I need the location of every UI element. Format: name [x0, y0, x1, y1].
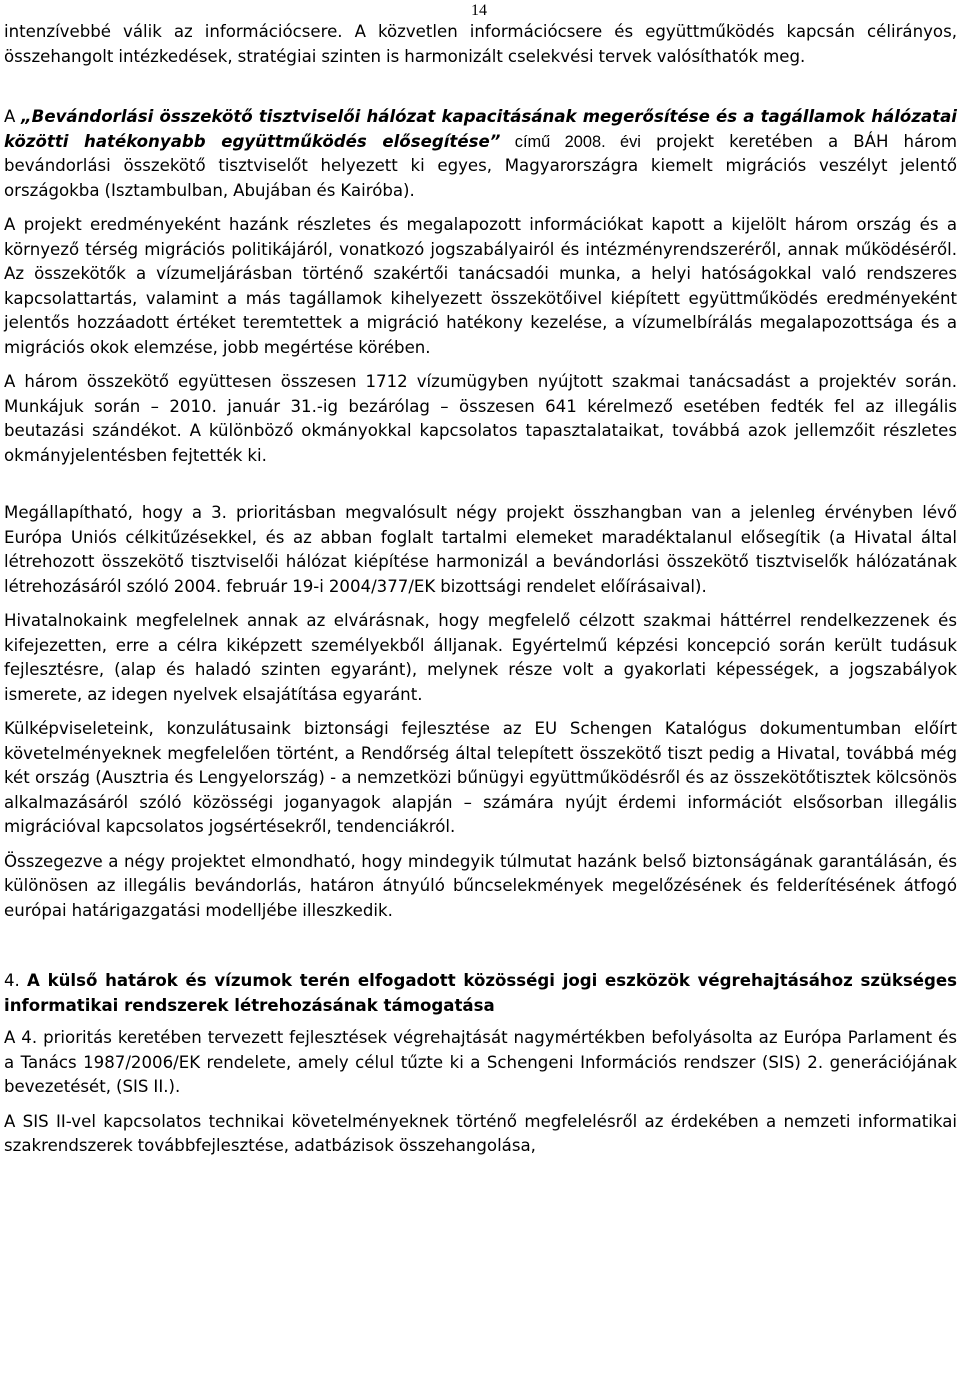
project-year: című 2008. évi — [500, 132, 641, 151]
paragraph-liaison-statistics: A három összekötő együttesen összesen 1712 vízumügyben nyújtott szakmai tanácsadást a projektév során. Munkájuk során – 2010. január 31.-ig bezárólag – összesen 641 kérelmező esetében fedték fel az illegális beutazási szándékot. A különböző okmányokkal kapcsolatos tapasztalataikat, továbbá azok jellemzőit részletes okmányjelentésben fejtették ki. — [4, 372, 957, 465]
paragraph-rest: projekt keretében a BÁH három bevándorlási összekötő tisztviselőt helyezett ki egyes, Magyarországra kiemelt migrációs veszélyt jelentő országokba (Isztambulban, Abujában és Kairóba). — [4, 131, 958, 200]
section-4-heading — [4, 969, 957, 1018]
project-title: „Bevándorlási összekötő tisztviselői hálózat kapacitásának megerősítése és a tagállamok hálózatai közötti hatékonyabb együttműködés elősegítése” — [4, 107, 957, 151]
section-title: A külső határok és vízumok terén elfogadott közösségi jogi eszközök végrehajtásához szükséges informatikai rendszerek létrehozásának támogatása — [4, 971, 957, 1015]
paragraph-priority-3-summary: Megállapítható, hogy a 3. prioritásban megvalósult négy projekt összhangban van a jelenleg érvényben lévő Európa Uniós célkitűzésekkel, és az abban foglalt tartalmi elemeket maradéktalanul elősegítik (a Hivatal által létrehozott összekötő tisztviselői hálózat kiépítése harmonizál a bevándorlási összekötő tisztviselők hálózatának létrehozásáról szóló 2004. február 19-i 2004/377/EK bizottsági rendelet előírásaival). — [4, 503, 957, 596]
paragraph-liaison-project — [4, 105, 957, 203]
paragraph-sis-ii: A SIS II-vel kapcsolatos technikai követelményeknek történő megfelelésről az érdekében a nemzeti informatikai szakrendszerek továbbfejlesztése, adatbázisok összehangolása, — [4, 1111, 957, 1155]
paragraph-intro: A — [4, 107, 21, 126]
section-number: 4. — [4, 971, 28, 990]
paragraph-project-results: A projekt eredményeként hazánk részletes és megalapozott információkat kapott a kijelölt három ország és a környező térség migrációs politikájáról, vonatkozó jogszabályairól és intézményrendszeréről, annak működéséről. Az összekötők a vízumeljárásban történő szakértői tanácsadói munka, a helyi hatóságokkal való rendszeres kapcsolattartás, valamint a más tagállamok kihelyezett összekötőivel kiépített együttműködés eredményeként jelentős hozzáadott értéket teremtettek a migráció hatékony kezelése, a vízumelbírálás megalapozottsága és a migrációs okok elemzése, jobb megértése körében. — [4, 215, 957, 357]
paragraph-info-exchange: intenzívebbé válik az információcsere. A közvetlen információcsere és együttműködés kapcsán célirányos, összehangolt intézkedések, stratégiai szinten is harmonizált cselekvési tervek valósíthatók meg. — [4, 22, 957, 66]
paragraph-staff-training: Hivatalnokaink megfelelnek annak az elvárásnak, hogy megfelelő célzott szakmai háttérrel rendelkezzenek és kifejezetten, erre a célra kiképzett személyekből álljanak. Egyértelmű képzési koncepció során került tudásuk fejlesztésre, (alap és haladó szinten egyaránt), melynek része volt a gyakorlati képességek, a jogszabályok ismerete, az idegen nyelvek elsajátítása egyaránt. — [4, 611, 957, 704]
page-number: 14 — [471, 2, 487, 19]
paragraph-consulate-security: Külképviseleteink, konzulátusaink biztonsági fejlesztése az EU Schengen Katalógus dokumentumban előírt követelményeknek megfelelően történt, a Rendőrség által telepített összekötő tiszt pedig a Hivatal, továbbá még két ország (Ausztria és Lengyelország) - a nemzetközi bűnügyi együttműködésről és az összekötőtisztek kölcsönös alkalmazásáról szóló közösségi joganyagok alapján – számára nyújt érdemi információt elsősorban illegális migrációval kapcsolatos jogsértésekről, tendenciákról. — [4, 719, 957, 836]
document-body — [4, 20, 957, 1169]
paragraph-priority-4: A 4. prioritás keretében tervezett fejlesztések végrehajtását nagymértékben befolyásolta az Európa Parlament és a Tanács 1987/2006/EK rendelete, amely célul tűzte ki a Schengeni Információs rendszer (SIS) 2. generációjának bevezetését, (SIS II.). — [4, 1028, 957, 1096]
paragraph-conclusion: Összegezve a négy projektet elmondható, hogy mindegyik túlmutat hazánk belső biztonságának garantálásán, és különösen az illegális bevándorlás, határon átnyúló bűncselekmények megelőzésének és felderítésének átfogó európai határigazgatási modelljébe illeszkedik. — [4, 851, 957, 920]
